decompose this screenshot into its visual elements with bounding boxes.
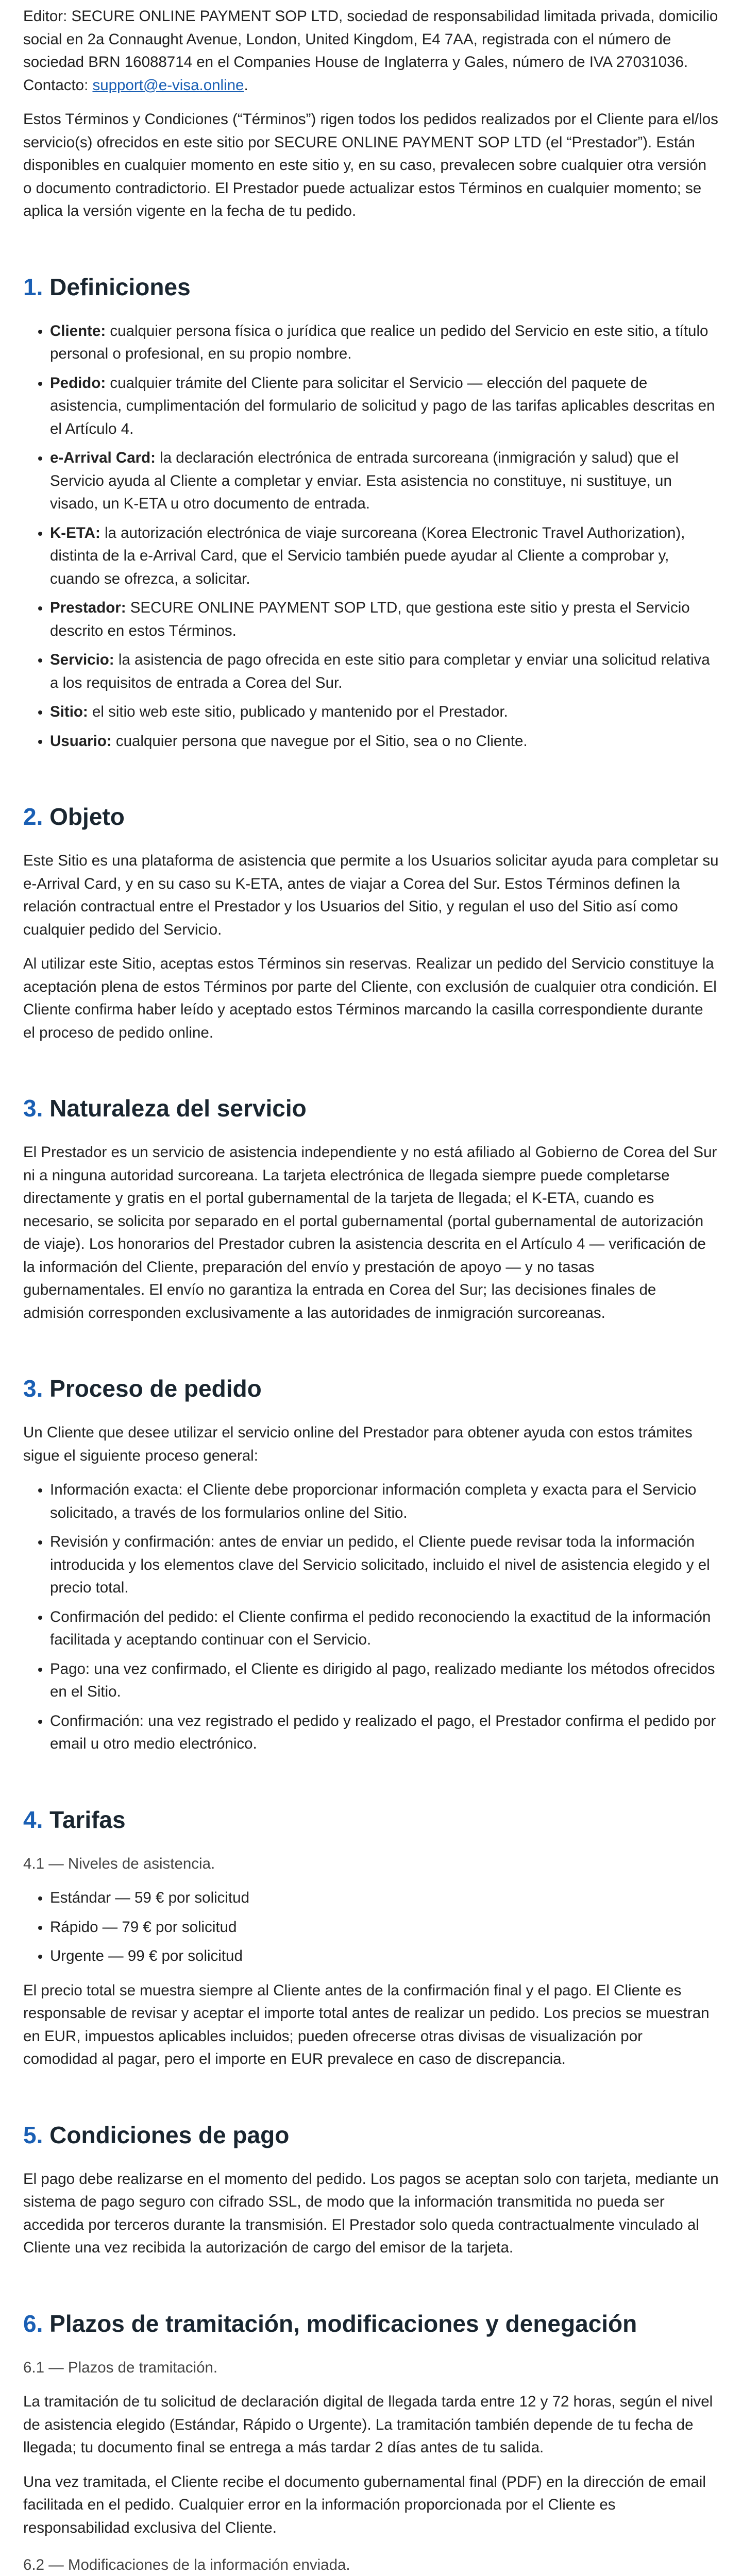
support-email-link[interactable]: support@e-visa.online	[92, 76, 244, 94]
section-paragraph: El pago debe realizarse en el momento del pedido. Los pagos se aceptan solo con tarjeta, mediante un sistema de pago seguro con cifrado SSL, de modo que la información transmitida no pueda ser accedida por terceros durante la transmisión. El Prestador solo queda contractualmente vinculado al Cliente una vez recibida la autorización de cargo del emisor de la tarjeta.	[23, 2170, 719, 2256]
list-item: • Revisión y confirmación: antes de enviar un pedido, el Cliente puede revisar toda la información introducida y los elementos clave del Servicio solicitado, incluido el nivel de asistencia elegido y el precio total.	[50, 1531, 719, 1600]
section-heading-definiciones: 1. Definiciones	[23, 273, 191, 300]
terms-scope-paragraph: Estos Términos y Condiciones (“Términos”) rigen todos los pedidos realizados por el Cliente para el/los servicio(s) ofrecidos en este sitio por SECURE ONLINE PAYMENT SOP LTD (el “Prestador”). Están disponibles en cualquier momento en este sitio y, en su caso, prevalecen sobre cualquier otra versión o documento contradictorio. El Prestador puede actualizar estos Términos en cualquier momento; se aplica la versión vigente en la fecha de tu pedido.	[23, 111, 718, 219]
list-item: • Información exacta: el Cliente debe proporcionar información completa y exacta para el Servicio solicitado, a través de los formularios online del Sitio.	[50, 1479, 719, 1524]
section-paragraph: Una vez tramitada, el Cliente recibe el documento gubernamental final (PDF) en la dirección de email facilitada en el pedido. Cualquier error en la información proporcionada por el Cliente es responsabilidad exclusiva del Cliente.	[23, 2473, 706, 2536]
definition-item: • Sitio: el sitio web este sitio, publicado y mantenido por el Prestador.	[50, 701, 719, 724]
section-paragraph: La tramitación de tu solicitud de declaración digital de llegada tarda entre 12 y 72 horas, según el nivel de asistencia elegido (Estándar, Rápido o Urgente). La tramitación también depende de tu fecha de llegada; tu documento final se entrega a más tardar 2 días antes de tu salida.	[23, 2393, 713, 2456]
definitions-list	[23, 320, 719, 753]
terms-document	[0, 5, 742, 2576]
list-item: • Confirmación: una vez registrado el pedido y realizado el pago, el Prestador confirma el pedido por email u otro medio electrónico.	[50, 1710, 719, 1756]
definition-item: • K-ETA: la autorización electrónica de viaje surcoreana (Korea Electronic Travel Authorization), distinta de la e-Arrival Card, que el Servicio también puede ayudar al Cliente a comprobar y, cuando se ofrezca, a solicitar.	[50, 522, 719, 591]
price-item: • Urgente — 99 € por solicitud	[50, 1945, 719, 1968]
definition-item: • e-Arrival Card: la declaración electrónica de entrada surcoreana (inmigración y salud) que el Servicio ayuda al Cliente a completar y enviar. Esta asistencia no constituye, ni sustituye, un visado, un K-ETA u otro documento de entrada.	[50, 447, 719, 516]
section-paragraph: Este Sitio es una plataforma de asistencia que permite a los Usuarios solicitar ayuda para completar su e-Arrival Card, y en su caso su K-ETA, antes de viajar a Corea del Sur. Estos Términos definen la relación contractual entre el Prestador y los Usuarios del Sitio, y regulan el uso del Sitio así como cualquier pedido del Servicio.	[23, 852, 719, 938]
list-item: • Pago: una vez confirmado, el Cliente es dirigido al pago, realizado mediante los métodos ofrecidos en el Sitio.	[50, 1658, 719, 1704]
section-paragraph: Un Cliente que desee utilizar el servicio online del Prestador para obtener ayuda con estos trámites sigue el siguiente proceso general:	[23, 1424, 693, 1464]
price-item: • Rápido — 79 € por solicitud	[50, 1916, 719, 1939]
price-item: • Estándar — 59 € por solicitud	[50, 1887, 719, 1910]
section-paragraph: El Prestador es un servicio de asistencia independiente y no está afiliado al Gobierno de Corea del Sur ni a ninguna autoridad surcoreana. La tarjeta electrónica de llegada siempre puede completarse directamente y gratis en el portal gubernamental de la tarjeta de llegada; el K-ETA, cuando es necesario, se solicita por separado en el portal gubernamental (portal gubernamental de autorización de viaje). Los honorarios del Prestador cubren la asistencia descrita en el Artículo 4 — verificación de la información del Cliente, preparación del envío y prestación de apoyo — y no tasas gubernamentales. El envío no garantiza la entrada en Corea del Sur; las decisiones finales de admisión corresponden exclusivamente a las autoridades de inmigración surcoreanas.	[23, 1144, 717, 1321]
section-heading-proceso: 3. Proceso de pedido	[23, 1375, 262, 1402]
definition-item: • Usuario: cualquier persona que navegue por el Sitio, sea o no Cliente.	[50, 730, 719, 753]
section-heading-tarifas: 4. Tarifas	[23, 1806, 126, 1833]
list-item: • Confirmación del pedido: el Cliente confirma el pedido reconociendo la exactitud de la información facilitada y aceptando continuar con el Servicio.	[50, 1606, 719, 1652]
definition-item: • Pedido: cualquier trámite del Cliente para solicitar el Servicio — elección del paquete de asistencia, cumplimentación del formulario de solicitud y pago de las tarifas aplicables descritas en el Artículo 4.	[50, 372, 719, 441]
section-heading-naturaleza: 3. Naturaleza del servicio	[23, 1095, 307, 1122]
section-paragraph: El precio total se muestra siempre al Cliente antes de la confirmación final y el pago. El Cliente es responsable de revisar y aceptar el importe total antes de realizar un pedido. Los precios se muestran en EUR, impuestos aplicables incluidos; pueden ofrecerse otras divisas de visualización por comodidad al pagar, pero el importe en EUR prevalece en caso de discrepancia.	[23, 1981, 710, 2067]
subsection-label: 4.1 — Niveles de asistencia.	[23, 1855, 215, 1872]
subsection-label: 6.2 — Modificaciones de la información enviada.	[23, 2556, 350, 2573]
definition-item: • Cliente: cualquier persona física o jurídica que realice un pedido del Servicio en este sitio, a título personal o profesional, en su propio nombre.	[50, 320, 719, 366]
intro	[23, 5, 719, 223]
section-paragraph: Al utilizar este Sitio, aceptas estos Términos sin reservas. Realizar un pedido del Servicio constituye la aceptación plena de estos Términos por parte del Cliente, con exclusión de cualquier otra condición. El Cliente confirma haber leído y aceptado estos Términos marcando la casilla correspondiente durante el proceso de pedido online.	[23, 955, 717, 1041]
section-heading-plazos: 6. Plazos de tramitación, modificaciones y denegación	[23, 2310, 637, 2337]
section-heading-objeto: 2. Objeto	[23, 803, 125, 830]
pricing-list	[23, 1887, 719, 1968]
section-heading-pago: 5. Condiciones de pago	[23, 2121, 290, 2148]
definition-item: • Prestador: SECURE ONLINE PAYMENT SOP LTD, que gestiona este sitio y presta el Servicio descrito en estos Términos.	[50, 597, 719, 642]
subsection-label: 6.1 — Plazos de tramitación.	[23, 2359, 218, 2376]
definition-item: • Servicio: la asistencia de pago ofrecida en este sitio para completar y enviar una solicitud relativa a los requisitos de entrada a Corea del Sur.	[50, 649, 719, 694]
order-steps-list	[23, 1479, 719, 1756]
editor-paragraph: Editor: SECURE ONLINE PAYMENT SOP LTD, sociedad de responsabilidad limitada privada, domicilio social en 2a Connaught Avenue, London, United Kingdom, E4 7AA, registrada con el número de sociedad BRN 16088714 en el Companies House de Inglaterra y Gales, número de IVA 27031036. Contacto: support@e-visa.online.	[23, 8, 718, 94]
